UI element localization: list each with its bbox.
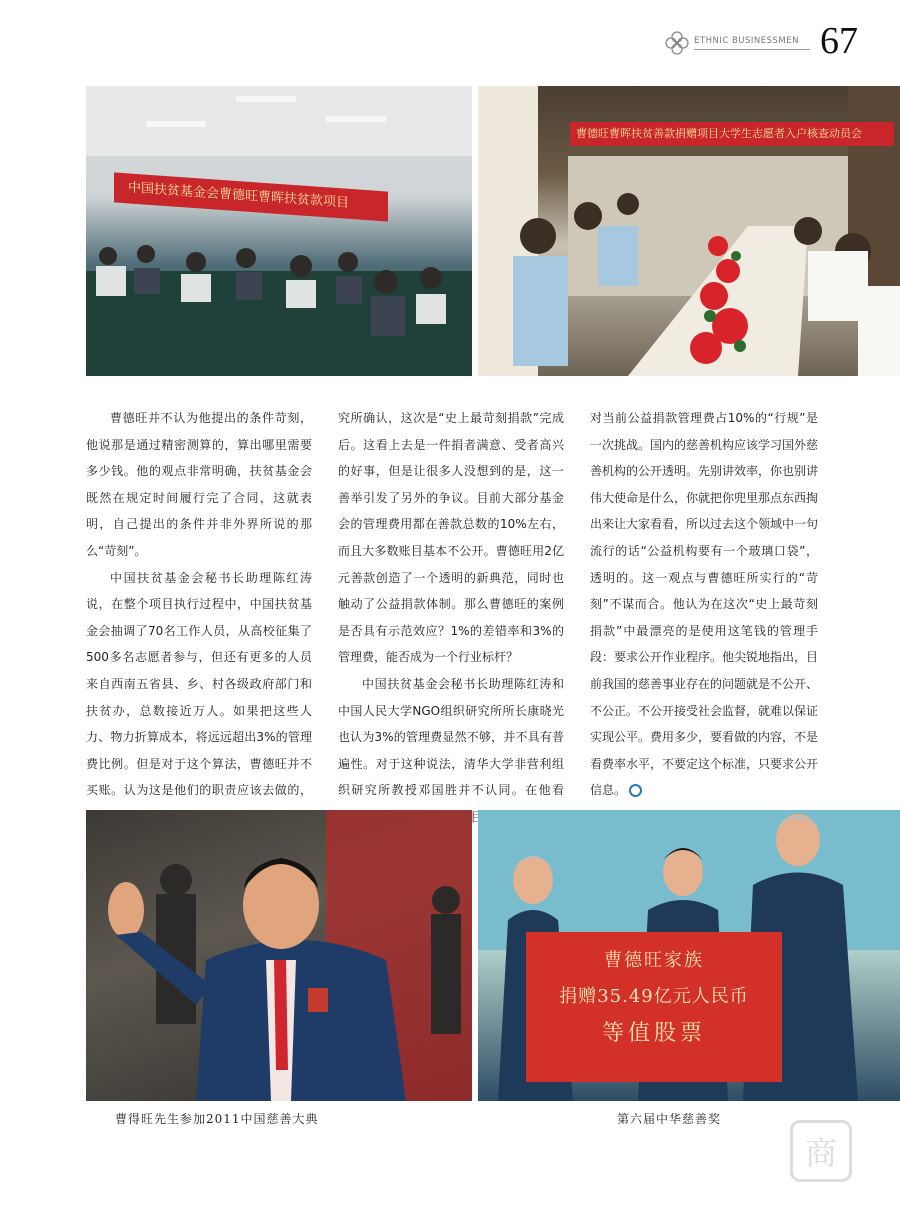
donation-board: [526, 932, 782, 1082]
paragraph: 曹德旺并不认为他提出的条件苛刻，他说那是通过精密测算的，算出哪里需要多少钱。他的观点非常明确，扶贫基金会既然在规定时间履行完了合同，这就表明，自己提出的条件并非外界所说的那么“苛刻”。: [86, 411, 312, 558]
person-scene: [86, 810, 472, 1101]
photo-caption-right: 第六届中华慈善奖: [617, 1112, 722, 1126]
end-of-article-icon: [629, 784, 642, 797]
article-column-3: [590, 405, 818, 804]
header-rule: [694, 49, 810, 50]
paragraph: 究所确认，这次是“史上最苛刻捐款”完成后。这看上去是一件捐者满意、受者高兴的好事，但是让很多人没想到的是，这一善举引发了另外的争议。目前大部分基金会的管理费用都在善款总数的10%左右，而且大多数账目基本不公开。曹德旺用2亿元善款创造了一个透明的新典范，同时也触动了公益捐款体制。那么曹德旺的案例是否具有示范效应？1%的差错率和3%的管理费，能否成为一个行业标杆？: [338, 411, 564, 665]
meeting-banner-1: 中国扶贫基金会曹德旺曹晖扶贫款项目: [114, 172, 388, 221]
paragraph: 中国扶贫基金会秘书长助理陈红涛和中国人民大学NGO组织研究所所长康晓光也认为3%的管理费显然不够，并不具有普遍性。对于这种说法，清华大学非营利组织研究所教授邓国胜并不认同。在他看 目: [338, 676, 564, 824]
meeting-banner-2: 曹德旺曹晖扶贫善款捐赠项目大学生志愿者入户核查动员会: [570, 122, 894, 146]
photo-meeting-room-1: [86, 86, 472, 376]
photo-charity-award: [478, 810, 900, 1101]
page-number: 67: [820, 20, 858, 62]
magazine-brand: ETHNIC BUSINESSMEN: [694, 36, 799, 46]
article-column-2: [338, 405, 564, 857]
meeting-scene-1: [86, 86, 472, 376]
donation-board-line-2: 捐赠35.49亿元人民币: [559, 986, 749, 1007]
photo-caption-left: 曹得旺先生参加2011中国慈善大典: [115, 1112, 319, 1126]
magazine-logo-icon: [664, 30, 690, 56]
paragraph: 中国扶贫基金会秘书长助理陈红涛说，在整个项目执行过程中，中国扶贫基金会抽调了70名工作人员，从高校征集了500多名志愿者参与，但还有更多的人员来自西南五省县、乡、村各级政府部门和扶贫办，总数接近万人。如果把这些人力、物力折算成本，将远远超出3%的管理费比例。但是对于这个算法，曹德旺并不买账。认为这是他们的职责应该去做的，: [86, 570, 312, 798]
donation-board-line-3: 等值股票: [601, 1021, 706, 1046]
paragraph-text: 对当前公益捐款管理费占10%的“行规”是一次挑战。国内的慈善机构应该学习国外慈善机构的公开透明。先别讲效率，你也别讲伟大使命是什么，你就把你兜里那点东西掏出来让大家看看，所以过去这个领域中一句流行的话“公益机构要有一个玻璃口袋”，透明的。这一观点与曹德旺所实行的“苛刻”不谋而合。他认为在这次“史上最苛刻捐款”中最漂亮的是使用这笔钱的管理手段：要求公开作业程序。他尖锐地指出，目前我国的慈善事业存在的问题就是不公开、不公正。不公开接受社会监督，就难以保证实现公平。费用多少，要看做的内容，不是看费率水平，不要定这个标准，只要求公开信息。: [590, 411, 819, 798]
photo-meeting-room-2: [478, 86, 900, 376]
photo-man-waving: [86, 810, 472, 1101]
donation-board-line-1: 曹德旺家族: [604, 950, 704, 971]
paragraph: [590, 405, 818, 804]
watermark-logo-icon: 商: [790, 1120, 852, 1182]
